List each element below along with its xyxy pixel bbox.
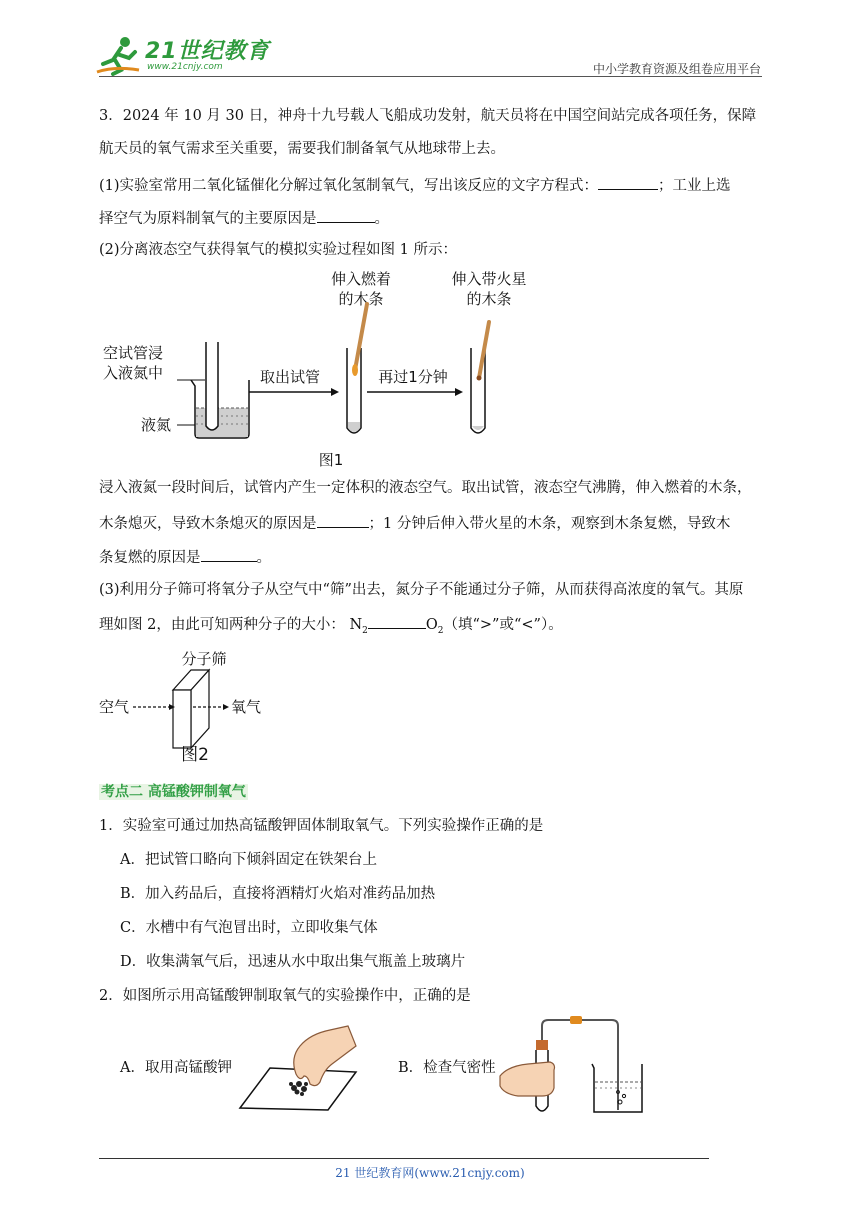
answer-blank[interactable]: [317, 512, 369, 528]
q3-part1-line2: [99, 207, 389, 229]
q1-stem: 1．实验室可通过加热高锰酸钾固体制取氧气。下列实验操作正确的是: [99, 818, 544, 834]
q3-part2-body-line3: [99, 546, 271, 568]
q1-option-d[interactable]: D．收集满氧气后，迅速从水中取出集气瓶盖上玻璃片: [120, 954, 466, 970]
answer-blank[interactable]: [368, 613, 426, 629]
q3-part2-body-line1: 浸入液氮一段时间后，试管内产生一定体积的液态空气。取出试管，液态空气沸腾，伸入燃着的木条，: [99, 480, 752, 496]
q3-part3-text-b: （填“>”或“<”）。: [443, 617, 563, 633]
ember-icon: [477, 376, 482, 381]
q3-intro-line2: 航天员的氧气需求至关重要，需要我们制备氧气从地球带上去。: [99, 141, 505, 157]
footer-text: 21 世纪教育网(www.21cnjy.com): [335, 1166, 525, 1180]
q3-intro-line1: 3．2024 年 10 月 30 日，神舟十九号载人飞船成功发射，航天员将在中国空间站完成各项任务，保障: [99, 108, 757, 124]
footer-divider: [99, 1158, 709, 1159]
fig1-top-label-2b: 的木条: [466, 290, 512, 308]
fig2-oxygen-label: 氧气: [231, 698, 262, 716]
n2-formula: $N_2$: [349, 617, 368, 636]
q3-part1-text-c: 择空气为原料制氧气的主要原因是: [99, 211, 317, 227]
fig1-top-label-1a: 伸入燃着: [330, 270, 392, 288]
fig1-arrow1-label: 取出试管: [259, 368, 321, 386]
answer-blank[interactable]: [201, 546, 257, 562]
fig1-arrow2-label: 再过1分钟: [378, 368, 448, 386]
q3-part2-text-c: 条复燃的原因是: [99, 550, 201, 566]
section-title-text: 考点二 高锰酸钾制氧气: [101, 784, 246, 800]
logo-text: 21世纪教育: [145, 39, 270, 64]
q3-part1-text-d: 。: [374, 211, 389, 227]
q3-part1-text-b: ；工业上选: [658, 178, 731, 194]
fig1-n2-label: 液氮: [141, 416, 172, 434]
header: [95, 30, 765, 78]
fig1-top-label-1b: 的木条: [338, 290, 384, 308]
molecular-sieve-icon: [173, 670, 209, 748]
fig1-top-label-2a: 伸入带火星: [451, 270, 527, 288]
q3-part2-body-line2: [99, 512, 730, 534]
beaker-icon: [191, 380, 249, 438]
q2-figure-b: [498, 1016, 646, 1120]
fig2-air-label: 空气: [99, 698, 130, 716]
q1-option-c[interactable]: C．水槽中有气泡冒出时，立即收集气体: [120, 920, 378, 936]
fig2-sieve-label: 分子筛: [181, 650, 227, 668]
section-title: [99, 782, 248, 802]
header-right-text: 中小学教育资源及组卷应用平台: [592, 62, 761, 76]
hand-icon: [500, 1062, 555, 1096]
bubble-icon: [622, 1094, 625, 1097]
q3-part2-intro: (2)分离液态空气获得氧气的模拟实验过程如图 1 所示：: [99, 242, 457, 258]
q3-part2-text-b: ；1 分钟后伸入带火星的木条，观察到木条复燃，导致木: [368, 516, 731, 532]
flame-icon: [352, 364, 358, 376]
q3-part3-line1: (3)利用分子筛可将氧分子从空气中“筛”出去，氮分子不能通过分子筛，从而获得高浓度的氧气。其原: [99, 582, 744, 598]
q3-part2-text-a: 木条熄灭，导致木条熄灭的原因是: [99, 516, 317, 532]
figure-1: [99, 262, 559, 472]
q2-option-b[interactable]: B．检查气密性: [398, 1060, 496, 1076]
logo-runner-icon: [95, 36, 147, 76]
fig1-tube-label-1: 空试管浸: [103, 344, 164, 362]
header-divider: [99, 76, 762, 77]
q2-figure-a: [236, 1018, 362, 1114]
answer-blank[interactable]: [317, 207, 375, 223]
q2-stem: 2．如图所示用高锰酸钾制取氧气的实验操作中，正确的是: [99, 988, 471, 1004]
logo-url: www.21cnjy.com: [147, 62, 223, 72]
q3-part2-text-d: 。: [256, 550, 271, 566]
fig2-caption: 图2: [181, 745, 209, 765]
figure-2: [99, 644, 279, 768]
q3-part1-line1: [99, 174, 731, 196]
q2-option-a[interactable]: A．取用高锰酸钾: [120, 1060, 232, 1076]
answer-blank[interactable]: [598, 174, 658, 190]
fig1-caption: 图1: [318, 451, 344, 469]
o2-formula: $O_2$: [425, 617, 444, 636]
q1-option-a[interactable]: A．把试管口略向下倾斜固定在铁架台上: [120, 852, 377, 868]
q3-part1-text-a: (1)实验室常用二氧化锰催化分解过氧化氢制氧气，写出该反应的文字方程式：: [99, 178, 599, 194]
q3-part3-text-a: 理如图 2，由此可知两种分子的大小：: [99, 617, 345, 633]
test-tube-icon: [347, 348, 361, 433]
q3-part3-line2: [99, 613, 563, 641]
test-tube-icon: [206, 342, 218, 430]
q1-option-b[interactable]: B．加入药品后，直接将酒精灯火焰对准药品加热: [120, 886, 436, 902]
fig1-tube-label-2: 入液氮中: [103, 364, 164, 382]
